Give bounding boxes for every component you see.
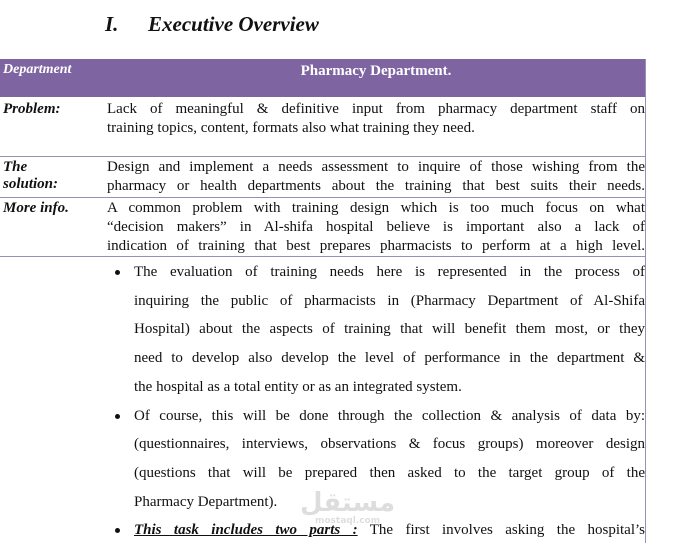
text-line: (questions that will be prepared then asked to the target group of the bbox=[134, 464, 645, 481]
watermark-logo bbox=[300, 490, 395, 526]
row-label-more-info: More info. bbox=[3, 200, 69, 216]
row-divider bbox=[0, 256, 646, 257]
label-line: The bbox=[3, 159, 28, 175]
text-line: Lack of meaningful & definitive input from pharmacy department staff on bbox=[107, 101, 645, 117]
bullet-item bbox=[107, 258, 645, 402]
row-label-solution bbox=[3, 159, 58, 193]
bullet-icon bbox=[115, 270, 120, 275]
section-title: Executive Overview bbox=[148, 12, 319, 36]
text-line: (questionnaires, interviews, observations & focus groups) moreover design bbox=[134, 436, 645, 453]
text-line: training topics, content, formats also what training they need. bbox=[107, 120, 475, 136]
row-label-problem: Problem: bbox=[3, 101, 61, 117]
watermark-arabic: مستقل bbox=[300, 488, 396, 518]
row-text-solution bbox=[107, 158, 645, 196]
text-line: the hospital as a total entity or as an integrated system. bbox=[134, 378, 462, 395]
row-divider bbox=[0, 156, 646, 157]
watermark-latin: mostaql.com bbox=[314, 516, 381, 526]
text-line: indication of training that best prepares pharmacists to perform at a high level. bbox=[107, 238, 645, 254]
text-line: Of course, this will be done through the collection & analysis of data by: bbox=[134, 407, 645, 424]
table-right-border bbox=[645, 59, 646, 543]
header-label: Department bbox=[3, 62, 72, 77]
text-line: Design and implement a needs assessment to inquire of those wishing from the bbox=[107, 159, 645, 175]
bullet-icon bbox=[115, 528, 120, 533]
row-text-problem bbox=[107, 100, 645, 138]
text-line: inquiring the public of pharmacists in (Pharmacy Department of Al-Shifa bbox=[134, 292, 645, 309]
emphasis-text: This task includes two parts : bbox=[134, 522, 358, 539]
text-line: A common problem with training design which is too much focus on what bbox=[107, 200, 645, 216]
label-line: solution: bbox=[3, 176, 59, 192]
text-line: need to develop also develop the level of performance in the department & bbox=[134, 350, 645, 367]
row-text-more-info bbox=[107, 199, 645, 256]
bullet-icon bbox=[115, 414, 120, 419]
text-line: pharmacy or health departments about the training that best suits their needs. bbox=[107, 178, 645, 194]
bullet-text: The first involves asking the hospital’s bbox=[357, 522, 645, 539]
row-divider bbox=[0, 197, 646, 198]
table-header bbox=[0, 59, 645, 97]
text-line: Hospital) about the aspects of training that will benefit them most, or they bbox=[134, 321, 645, 338]
section-number: I. bbox=[105, 12, 119, 36]
text-line: Pharmacy Department). bbox=[134, 493, 278, 510]
header-value: Pharmacy Department. bbox=[300, 63, 452, 79]
text-line: The evaluation of training needs here is represented in the process of bbox=[134, 264, 645, 280]
text-line: “decision makers” in Al-shifa hospital believe is important also a lack of bbox=[107, 219, 645, 235]
